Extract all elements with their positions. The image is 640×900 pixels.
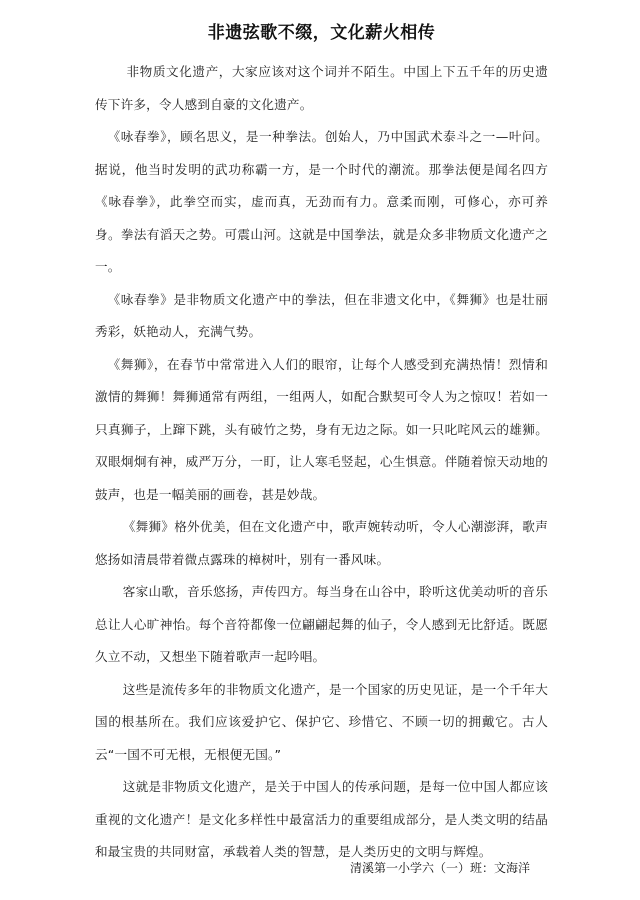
document-title: 非遗弦歌不缀，文化薪火相传 — [207, 23, 436, 43]
paragraph-hakka-song: 客家山歌，音乐悠扬，声传四方。每当身在山谷中，聆听这优美动听的音乐总让人心旷神怡。每个音符都像一位翩翩起舞的仙子，令人感到无比舒适。既愿久立不动，又想坐下随着歌声一起吟唱。 — [95, 584, 548, 664]
paragraph-wingchun: 《咏春拳》，顾名思义，是一种拳法。创始人，乃中国武术泰斗之一—叶问。据说，他当时发明的武功称霸一方，是一个时代的潮流。那拳法便是闻名四方《咏春拳》，此拳空而实，虚而真，无劲而有力。意柔而刚，可修心，亦可养身。拳法有滔天之势。可震山河。这就是中国拳法，就是众多非物质文化遗产之一。 — [95, 129, 548, 274]
paragraph-wingchun-lion: 《咏春拳》是非物质文化遗产中的拳法，但在非遗文化中，《舞狮》也是壮丽秀彩，妖艳动人，充满气势。 — [95, 291, 548, 339]
paragraph-conclusion: 这就是非物质文化遗产，是关于中国人的传承问题，是每一位中国人都应该重视的文化遗产！是文化多样性中最富活力的重要组成部分，是人类文明的结晶和最宝贵的共同财富，承载着人类的智慧，是人类历史的文明与辉煌。 — [95, 779, 548, 859]
paragraph-heritage-roots: 这些是流传多年的非物质文化遗产，是一个国家的历史见证，是一个千年大国的根基所在。我们应该爱护它、保护它、珍惜它、不顾一切的拥戴它。古人云“一国不可无根，无根便无国。” — [95, 681, 548, 762]
author-signature: 清溪第一小学六（一）班：文海洋 — [349, 861, 530, 875]
paragraph-lion-dance: 《舞狮》，在春节中常常进入人们的眼帘，让每个人感受到充满热情！烈情和激情的舞狮！舞狮通常有两组，一组两人，如配合默契可令人为之惊叹！若如一只真狮子，上蹿下跳，头有破竹之势，身有无边之际。如一只叱咤风云的雄狮。双眼炯炯有神，威严万分，一盯，让人寒毛竖起，心生惧意。伴随着惊天动地的鼓声，也是一幅美丽的画卷，甚是妙哉。 — [95, 356, 548, 502]
paragraph-intro: 非物质文化遗产，大家应该对这个词并不陌生。中国上下五千年的历史遗传下许多，令人感到自豪的文化遗产。 — [95, 64, 548, 112]
paragraph-lion-song: 《舞狮》格外优美，但在文化遗产中，歌声婉转动听，令人心潮澎湃，歌声悠扬如清晨带着微点露珠的樟树叶，别有一番风味。 — [95, 519, 548, 567]
